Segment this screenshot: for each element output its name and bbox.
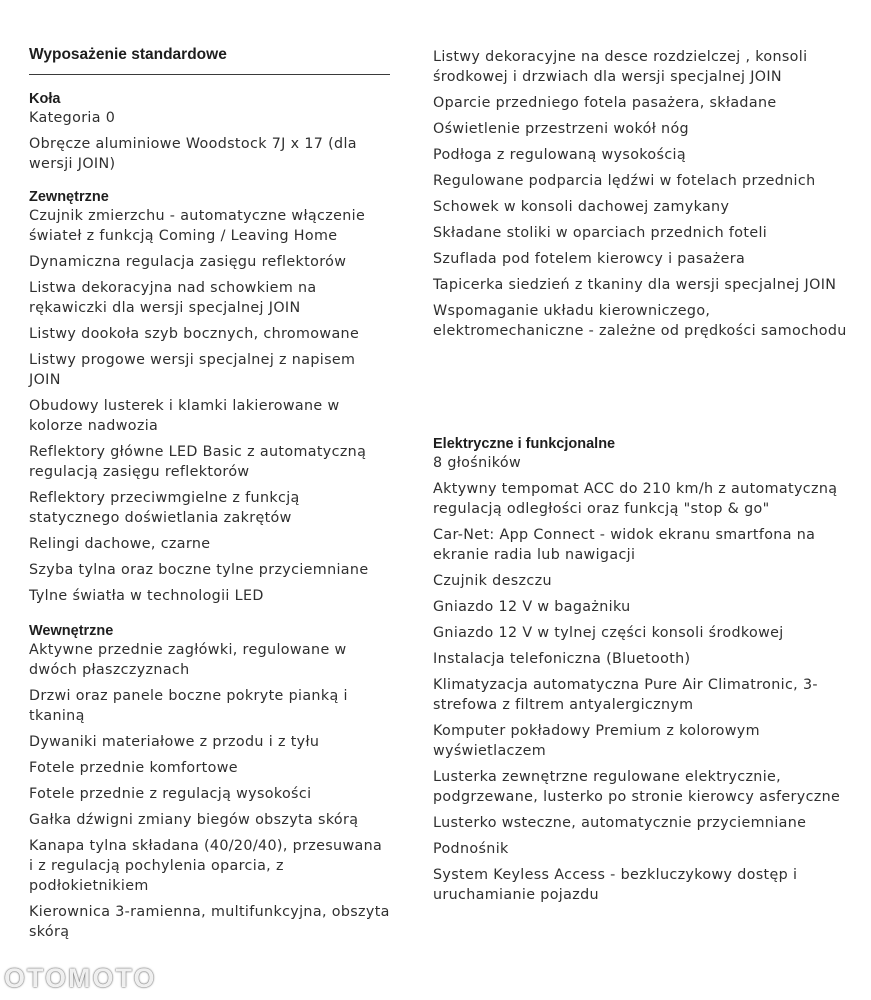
section-heading-zewnetrzne: Zewnętrzne	[29, 189, 109, 205]
equipment-item: Relingi dachowe, czarne	[29, 536, 211, 552]
item-list-kola	[29, 108, 391, 174]
equipment-item: Składane stoliki w oparciach przednich foteli	[433, 225, 768, 241]
equipment-item: Listwa dekoracyjna nad schowkiem na rękawiczki dla wersji specjalnej JOIN	[29, 280, 317, 316]
otomoto-watermark: OTOMOTO	[4, 963, 157, 993]
equipment-item: Dywaniki materiałowe z przodu i z tyłu	[29, 734, 320, 750]
section-kola	[29, 90, 391, 180]
equipment-item: Czujnik zmierzchu - automatyczne włączenie świateł z funkcją Coming / Leaving Home	[29, 208, 366, 244]
equipment-item: 8 głośników	[433, 455, 522, 471]
section-elektryczne	[433, 435, 853, 911]
equipment-item: Gniazdo 12 V w bagażniku	[433, 599, 631, 615]
equipment-item: Kanapa tylna składana (40/20/40), przesuwana i z regulacją pochylenia oparcia, z podłokietnikiem	[29, 838, 383, 894]
item-list-zewnetrzne	[29, 206, 391, 606]
section-heading-elektryczne: Elektryczne i funkcjonalne	[433, 436, 616, 452]
section-zewnetrzne	[29, 188, 391, 612]
equipment-item: Kategoria 0	[29, 110, 116, 126]
equipment-item: Listwy dookoła szyb bocznych, chromowane	[29, 326, 360, 342]
section-heading-wewnetrzne: Wewnętrzne	[29, 623, 114, 639]
equipment-item: Klimatyzacja automatyczna Pure Air Climatronic, 3-strefowa z filtrem antyalergicznym	[433, 677, 818, 713]
equipment-item: Kierownica 3-ramienna, multifunkcyjna, obszyta skórą	[29, 904, 390, 940]
equipment-item: Listwy progowe wersji specjalnej z napisem JOIN	[29, 352, 356, 388]
equipment-item: System Keyless Access - bezkluczykowy dostęp i uruchamianie pojazdu	[433, 867, 798, 903]
section-wewnetrzne	[29, 622, 391, 948]
section-heading-kola: Koła	[29, 91, 61, 107]
equipment-item: Komputer pokładowy Premium z kolorowym wyświetlaczem	[433, 723, 760, 759]
equipment-item: Schowek w konsoli dachowej zamykany	[433, 199, 730, 215]
equipment-item: Gniazdo 12 V w tylnej części konsoli środkowej	[433, 625, 784, 641]
equipment-item: Lusterka zewnętrzne regulowane elektrycznie, podgrzewane, lusterko po stronie kierowcy asferyczne	[433, 769, 841, 805]
equipment-item: Aktywny tempomat ACC do 210 km/h z automatyczną regulacją odległości oraz funkcją "stop & go"	[433, 481, 838, 517]
equipment-item: Regulowane podparcia lędźwi w fotelach przednich	[433, 173, 816, 189]
title-divider	[29, 74, 390, 75]
equipment-item: Dynamiczna regulacja zasięgu reflektorów	[29, 254, 347, 270]
item-list-wewnetrzne	[29, 640, 391, 942]
equipment-item: Reflektory przeciwmgielne z funkcją statycznego doświetlania zakrętów	[29, 490, 300, 526]
item-list-wewnetrzne-continued	[433, 47, 853, 341]
equipment-item: Obręcze aluminiowe Woodstock 7J x 17 (dla wersji JOIN)	[29, 136, 357, 172]
equipment-item: Oświetlenie przestrzeni wokół nóg	[433, 121, 689, 137]
equipment-item: Tylne światła w technologii LED	[29, 588, 264, 604]
equipment-item: Tapicerka siedzień z tkaniny dla wersji specjalnej JOIN	[433, 277, 837, 293]
section-wewnetrzne-continued	[433, 47, 853, 347]
equipment-item: Reflektory główne LED Basic z automatyczną regulacją zasięgu reflektorów	[29, 444, 367, 480]
document-title: Wyposażenie standardowe	[29, 46, 227, 63]
equipment-item: Szyba tylna oraz boczne tylne przyciemniane	[29, 562, 369, 578]
equipment-item: Drzwi oraz panele boczne pokryte pianką i tkaniną	[29, 688, 348, 724]
item-list-elektryczne	[433, 453, 853, 905]
equipment-item: Aktywne przednie zagłówki, regulowane w dwóch płaszczyznach	[29, 642, 347, 678]
equipment-item: Podłoga z regulowaną wysokością	[433, 147, 686, 163]
equipment-item: Czujnik deszczu	[433, 573, 552, 589]
equipment-item: Instalacja telefoniczna (Bluetooth)	[433, 651, 691, 667]
equipment-item: Gałka dźwigni zmiany biegów obszyta skórą	[29, 812, 359, 828]
equipment-item: Podnośnik	[433, 841, 509, 857]
equipment-item: Fotele przednie komfortowe	[29, 760, 238, 776]
equipment-item: Car-Net: App Connect - widok ekranu smartfona na ekranie radia lub nawigacji	[433, 527, 816, 563]
equipment-item: Wspomaganie układu kierowniczego, elektromechaniczne - zależne od prędkości samochodu	[433, 303, 847, 339]
equipment-item: Fotele przednie z regulacją wysokości	[29, 786, 312, 802]
equipment-item: Oparcie przedniego fotela pasażera, składane	[433, 95, 777, 111]
equipment-item: Szuflada pod fotelem kierowcy i pasażera	[433, 251, 746, 267]
equipment-item: Lusterko wsteczne, automatycznie przyciemniane	[433, 815, 807, 831]
equipment-item: Obudowy lusterek i klamki lakierowane w kolorze nadwozia	[29, 398, 340, 434]
equipment-item: Listwy dekoracyjne na desce rozdzielczej , konsoli środkowej i drzwiach dla wersji specjalnej JOIN	[433, 49, 808, 85]
